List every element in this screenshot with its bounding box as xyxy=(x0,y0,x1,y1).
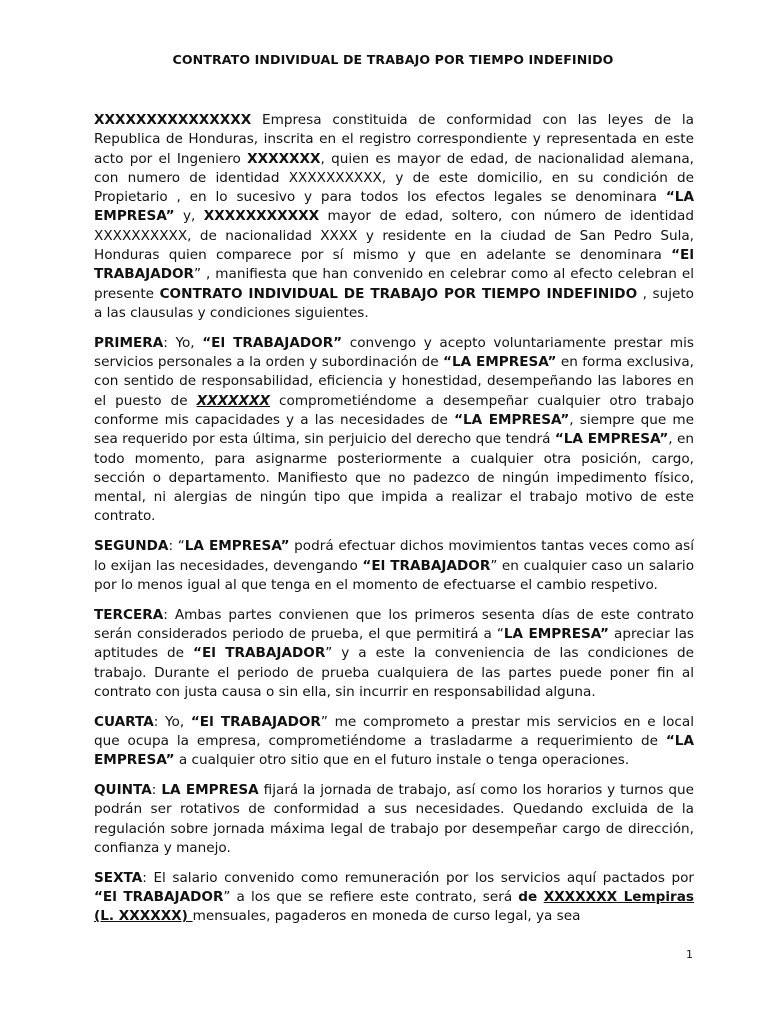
clause-quinta: QUINTA: LA EMPRESA fijará la jornada de trabajo, así como los horarios y turnos que podrán ser rotativos de conformidad a sus necesidades. Quedando excluida de la regulación sobre jornada máxima legal de trabajo por desempeñar cargo de dirección, confianza y manejo. xyxy=(94,782,694,856)
clause-label: PRIMERA xyxy=(94,334,164,351)
clause-label: CUARTA xyxy=(94,713,154,730)
clause-cuarta: CUARTA: Yo, “El TRABAJADOR” me comprometo a prestar mis servicios en e local que ocupa la empresa, comprometiéndome a trasladarme a requerimiento de “LA EMPRESA” a cualquier otro sitio que en el futuro instale o tenga operaciones. xyxy=(94,713,694,769)
document-title: CONTRATO INDIVIDUAL DE TRABAJO POR TIEMPO INDEFINIDO xyxy=(172,52,614,67)
salary-amount: XXXXXXX Lempiras (L. XXXXXX) xyxy=(94,888,694,925)
contract-name: CONTRATO INDIVIDUAL DE TRABAJO POR TIEMPO INDEFINIDO xyxy=(159,285,638,302)
clause-sexta: SEXTA: El salario convenido como remuneración por los servicios aquí pactados por “El TRABAJADOR” a los que se refiere este contrato, será de XXXXXXX Lempiras (L. XXXXXX) mensuales, pagaderos en moneda de curso legal, ya sea xyxy=(94,869,694,925)
clause-primera: PRIMERA: Yo, “El TRABAJADOR” convengo y acepto voluntariamente prestar mis servicios personales a la orden y subordinación de “LA EMPRESA” en forma exclusiva, con sentido de responsabilidad, eficiencia y honestidad, desempeñando las labores en el puesto de XXXXXXX comprometiéndome a desempeñar cualquier otro trabajo conforme mis capacidades y a las necesidades de “LA EMPRESA”, siempre que me sea requerido por esta última, sin perjuicio del derecho que tendrá “LA EMPRESA”, en todo momento, para asignarme posteriormente a cualquier otra posición, cargo, sección o departamento. Manifiesto que no padezco de ningún impedimento físico, mental, ni alergias de ningún tipo que impida a realizar el trabajo motivo de este contrato. xyxy=(94,334,695,525)
position-placeholder: XXXXXXX xyxy=(196,392,270,409)
clause-segunda: SEGUNDA: “LA EMPRESA” podrá efectuar dichos movimientos tantas veces como así lo exijan las necesidades, devengando “El TRABAJADOR” en cualquier caso un salario por lo menos igual al que tenga en el momento de efectuarse el cambio respetivo. xyxy=(94,538,695,593)
clause-label: SEGUNDA xyxy=(94,538,169,555)
clause-label: QUINTA xyxy=(94,782,152,798)
la-empresa-term: “LA EMPRESA” xyxy=(94,189,694,225)
clause-tercera: TERCERA: Ambas partes convienen que los primeros sesenta días de este contrato serán considerados periodo de prueba, el que permitirá a “LA EMPRESA” apreciar las aptitudes de “El TRABAJADOR” y a este la conveniencia de las condiciones de trabajo. Durante el periodo de prueba cualquiera de las partes puede poner fin al contrato con justa causa o sin ella, sin incurrir en responsabilidad alguna. xyxy=(94,606,694,700)
intro-paragraph: XXXXXXXXXXXXXXX Empresa constituida de conformidad con las leyes de la Republica de Honduras, inscrita en el registro correspondiente y representada en este acto por el Ingeniero XXXXXXX, quien es mayor de edad, de nacionalidad alemana, con numero de identidad XXXXXXXXXX, y de este domicilio, en su condición de Propietario , en lo sucesivo y para todos los efectos legales se denominara “LA EMPRESA” y, XXXXXXXXXXX mayor de edad, soltero, con número de identidad XXXXXXXXXX, de nacionalidad XXXX y residente en la ciudad de San Pedro Sula, Honduras quien comparece por sí mismo y que en adelante se denominara “El TRABAJADOR” , manifiesta que han convenido en celebrar como al efecto celebran el presente CONTRATO INDIVIDUAL DE TRABAJO POR TIEMPO INDEFINIDO , sujeto a las clausulas y condiciones siguientes. xyxy=(94,112,694,321)
worker-placeholder: XXXXXXXXXXX xyxy=(203,208,320,225)
page-number: 1 xyxy=(686,948,693,961)
el-trabajador-term: “El TRABAJADOR xyxy=(94,247,694,283)
engineer-placeholder: XXXXXXX xyxy=(247,150,321,167)
company-placeholder: XXXXXXXXXXXXXXX xyxy=(94,112,252,128)
clause-label: SEXTA xyxy=(94,869,143,886)
clause-label: TERCERA xyxy=(94,606,164,623)
contract-body xyxy=(94,111,694,937)
